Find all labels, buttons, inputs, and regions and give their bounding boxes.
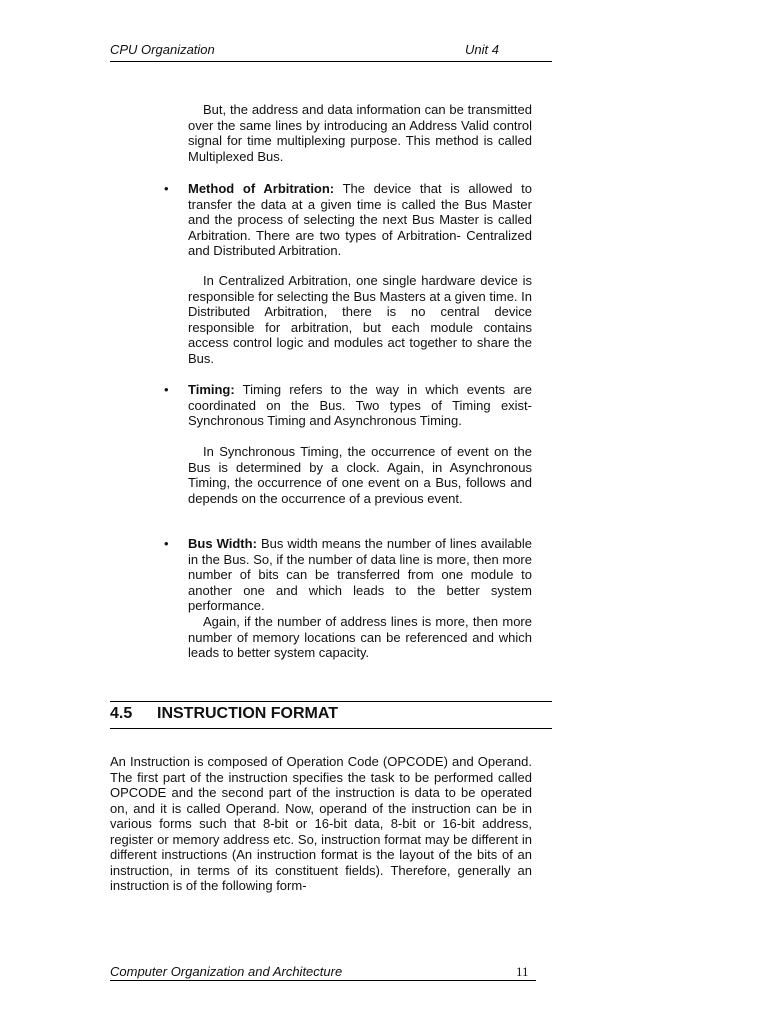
term-timing: Timing:	[188, 382, 235, 397]
section-heading	[110, 705, 338, 723]
footer-page-number: 11	[516, 964, 529, 979]
paragraph-synchronous-timing: In Synchronous Timing, the occurrence of event on the Bus is determined by a clock. Again, in Asynchronous Timing, the occurrence of one event on a Bus, follows and depends on the occurrence of a previous event.	[188, 444, 532, 506]
header-unit-label: Unit 4	[465, 42, 499, 57]
text-method-of-arbitration: The device that is allowed to transfer the data at a given time is called the Bus Master and the process of selecting the next Bus Master is called Arbitration. There are two types of Arbitration- Centralized and Distributed Arbitration.	[188, 181, 532, 258]
paragraph-bus-width	[188, 536, 532, 614]
paragraph-multiplexed-bus: But, the address and data information can be transmitted over the same lines by introducing an Address Valid control signal for time multiplexing purpose. This method is called Multiplexed Bus.	[188, 102, 532, 164]
text-bus-width: Bus width means the number of lines available in the Bus. So, if the number of data line is more, then more number of bits can be transferred from one module to another one and which leads to the better system performance.	[188, 536, 532, 613]
paragraph-centralized-arbitration: In Centralized Arbitration, one single hardware device is responsible for selecting the Bus Masters at a given time. In Distributed Arbitration, there is no central device responsible for arbitration, but each module contains access control logic and modules act together to share the Bus.	[188, 273, 532, 366]
section-rule-bottom	[110, 728, 552, 729]
paragraph-instruction-format: An Instruction is composed of Operation Code (OPCODE) and Operand. The first part of the instruction specifies the task to be performed called OPCODE and the second part of the instruction is data to be operated on, and it is called Operand. Now, operand of the instruction can be in various forms such that 8-bit or 16-bit data, 8-bit or 16-bit address, register or memory address etc. So, instruction format may be different in different instructions (An instruction format is the layout of the bits of an instruction, in terms of its constituent fields). Therefore, generally an instruction is of the following form-	[110, 754, 532, 893]
bullet-timing: •	[164, 382, 169, 397]
term-method-of-arbitration: Method of Arbitration:	[188, 181, 335, 196]
footer-rule	[110, 980, 536, 981]
bullet-arbitration: •	[164, 181, 169, 196]
term-bus-width: Bus Width:	[188, 536, 257, 551]
section-title: INSTRUCTION FORMAT	[157, 705, 339, 722]
paragraph-method-of-arbitration	[188, 181, 532, 259]
section-number: 4.5	[110, 705, 133, 722]
paragraph-address-lines: Again, if the number of address lines is more, then more number of memory locations can be referenced and which leads to better system capacity.	[188, 614, 532, 660]
page-header	[110, 42, 552, 62]
paragraph-timing	[188, 382, 532, 429]
bullet-bus-width: •	[164, 536, 169, 551]
section-rule-top	[110, 701, 552, 702]
header-chapter-title: CPU Organization	[110, 42, 215, 57]
footer-book-title: Computer Organization and Architecture	[110, 964, 343, 979]
text-timing: Timing refers to the way in which events are coordinated on the Bus. Two types of Timing exist- Synchronous Timing and Asynchronous Timing.	[188, 382, 532, 428]
